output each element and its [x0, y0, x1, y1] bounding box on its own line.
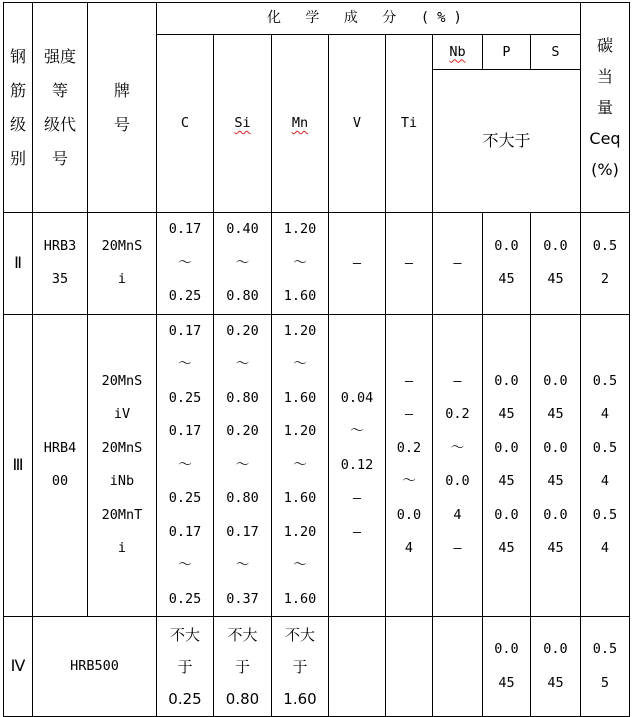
- code-cell: HRB3 35: [33, 213, 88, 315]
- mn-cell: 不大 于 1.60: [272, 617, 329, 717]
- ti-cell: —: [386, 213, 433, 315]
- brand-cell: 20MnS iV 20MnS iNb 20MnT i: [88, 314, 157, 617]
- p-cell: 0.0 45: [483, 617, 531, 717]
- grade-cell: Ⅳ: [4, 617, 33, 717]
- header-p: P: [483, 35, 531, 70]
- ceq-cell: 0.5 5: [581, 617, 630, 717]
- s-cell: 0.0 45: [531, 213, 581, 315]
- c-cell: 0.17 ～ 0.25: [157, 213, 214, 315]
- header-ti: Ti: [386, 35, 433, 213]
- c-cell: 0.17 ～ 0.25 0.17 ～ 0.25 0.17 ～ 0.25: [157, 314, 214, 617]
- header-s: S: [531, 35, 581, 70]
- header-v: V: [329, 35, 386, 213]
- ceq-cell: 0.5 2: [581, 213, 630, 315]
- grade-cell: Ⅲ: [4, 314, 33, 617]
- carbon-equivalent-header: 碳 当 量 Ceq (%): [581, 3, 630, 213]
- table-row: [4, 314, 630, 617]
- table-row: [4, 617, 630, 717]
- not-greater-header: 不大于: [433, 70, 581, 213]
- mn-cell: 1.20 ～ 1.60: [272, 213, 329, 315]
- table-row: [4, 213, 630, 315]
- ceq-cell: 0.5 4 0.5 4 0.5 4: [581, 314, 630, 617]
- s-cell: 0.0 45 0.0 45 0.0 45: [531, 314, 581, 617]
- brand-header: 牌 号: [88, 3, 157, 213]
- nb-cell: [433, 617, 483, 717]
- header-mn: Mn: [272, 35, 329, 213]
- header-si: Si: [214, 35, 272, 213]
- grade-header: 钢 筋 级 别: [4, 3, 33, 213]
- chemistry-title: 化 学 成 分 (%): [157, 3, 581, 35]
- s-cell: 0.0 45: [531, 617, 581, 717]
- grade-cell: Ⅱ: [4, 213, 33, 315]
- v-cell: —: [329, 213, 386, 315]
- c-cell: 不大 于 0.25: [157, 617, 214, 717]
- strength-code-header: 强度 等 级代 号: [33, 3, 88, 213]
- header-nb: Nb: [433, 35, 483, 70]
- nb-cell: —: [433, 213, 483, 315]
- si-cell: 0.20 ～ 0.80 0.20 ～ 0.80 0.17 ～ 0.37: [214, 314, 272, 617]
- code-cell: HRB500: [33, 617, 157, 717]
- code-cell: HRB4 00: [33, 314, 88, 617]
- brand-cell: 20MnS i: [88, 213, 157, 315]
- si-cell: 0.40 ～ 0.80: [214, 213, 272, 315]
- nb-cell: — 0.2 ～ 0.0 4 —: [433, 314, 483, 617]
- v-cell: [329, 617, 386, 717]
- si-cell: 不大 于 0.80: [214, 617, 272, 717]
- ti-cell: [386, 617, 433, 717]
- mn-cell: 1.20 ～ 1.60 1.20 ～ 1.60 1.20 ～ 1.60: [272, 314, 329, 617]
- steel-chemistry-table: [3, 2, 630, 717]
- header-c: C: [157, 35, 214, 213]
- v-cell: 0.04 ～ 0.12 — —: [329, 314, 386, 617]
- p-cell: 0.0 45: [483, 213, 531, 315]
- ti-cell: — — 0.2 ～ 0.0 4: [386, 314, 433, 617]
- p-cell: 0.0 45 0.0 45 0.0 45: [483, 314, 531, 617]
